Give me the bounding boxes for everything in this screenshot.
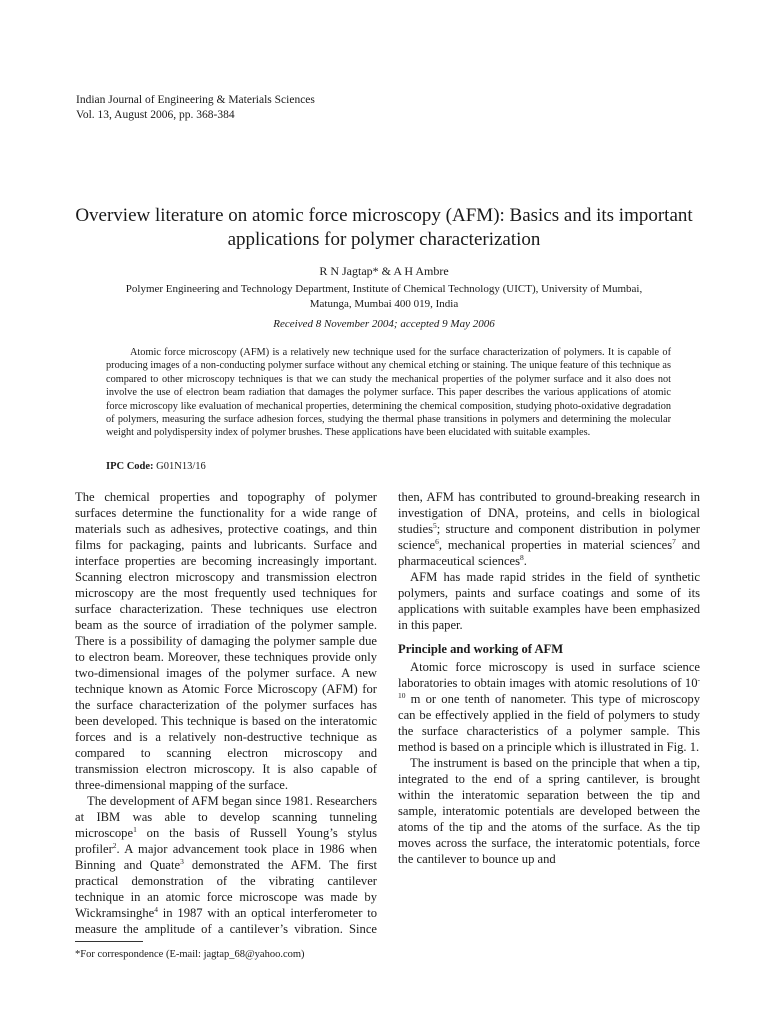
section-heading-principle: Principle and working of AFM bbox=[398, 642, 564, 656]
history-text-d: demonstrated the AFM. The first practical demonstration of the vibrating cantilever technique in an atomic force microscope was made by Wickramsinghe bbox=[75, 858, 377, 920]
paragraph-history-continued bbox=[398, 489, 700, 569]
citation-2: 2 bbox=[112, 840, 117, 850]
citation-6: 6 bbox=[435, 536, 439, 546]
citation-4: 4 bbox=[154, 904, 158, 914]
journal-header bbox=[76, 93, 315, 123]
history-text-a: The development of AFM began since 1981. Researchers at IBM was able to develop scanning tunneling microscope bbox=[75, 794, 377, 840]
title-line-1: Overview literature on atomic force microscopy (AFM): Basics and its important bbox=[75, 205, 693, 226]
footnote-rule bbox=[75, 941, 143, 942]
paragraph-afm-strides: AFM has made rapid strides in the field of synthetic polymers, paints and surface coatings and some of its applications with suitable examples have been emphasized in this paper. bbox=[398, 570, 700, 632]
abstract: Atomic force microscopy (AFM) is a relatively new technique used for the surface characterization of polymers. It is capable of producing images of a non-conducting polymer surface without any chemical etching or staining. The unique feature of this technique as compared to other microscopy techniques is that we can study the mechanical properties of the polymer surface and it also does not involve the use of electron beam radiation that damages the polymer surface. This paper describes the various applications of atomic force microscopy like evaluation of mechanical properties, determining the chemical composition, studying photo-oxidative degradation of polymers, measuring the surface adhesion forces, studying the thermal phase transitions in polymers and determining the molecular weight and polydispersity index of polymer brushes. These applications have been elucidated with suitable examples. bbox=[106, 347, 671, 439]
title-line-2: applications for polymer characterization bbox=[227, 229, 541, 250]
body-column-left bbox=[75, 489, 377, 937]
history-text-i-cont: . bbox=[523, 554, 527, 568]
paragraph-intro: The chemical properties and topography of polymer surfaces determine the functionality for a wide range of materials such as adhesives, protective coatings, and thin films for packaging, paints and lubricants. Surface and interface properties are becoming increasingly important. Scanning electron microscopy and transmission electron microscopy are the most frequently used techniques for surface characterization. These techniques use electron beam as the source of irradiation of the polymer sample. There is a possibility of damaging the polymer sample due to electron beam. Moreover, these techniques provide only two-dimensional images of the polymer surface. A new technique known as Atomic Force Microscopy (AFM) for the surface characterization of the polymer surfaces has been developed. This technique is based on the interatomic forces and is a relatively non-destructive technique as compared to scanning electron microscopy and transmission electron microscopy. It is also capable of three-dimensional mapping of the surface. bbox=[75, 490, 377, 792]
footnote: *For correspondence (E-mail: jagtap_68@yahoo.com) bbox=[75, 949, 305, 960]
received-dates: Received 8 November 2004; accepted 9 May 2006 bbox=[273, 318, 495, 330]
exponent: -10 bbox=[398, 674, 700, 700]
ipc-value: G01N13/16 bbox=[156, 461, 206, 472]
citation-5: 5 bbox=[432, 520, 437, 530]
ipc-code bbox=[106, 461, 206, 472]
body-column-right bbox=[398, 489, 700, 867]
citation-3: 3 bbox=[180, 856, 184, 866]
history-text-h-cont: and pharmaceutical sciences bbox=[398, 538, 700, 568]
paragraph-afm-principle: Atomic force microscopy is used in surface science laboratories to obtain images with atomic resolutions of $10^{-10}$ m or one tenth of nanometer. This type of microscopy can be effectively applied in the field of polymers to study the surface characteristics of a polymer sample. This method is based on a principle which is illustrated in Fig. 1. bbox=[398, 660, 700, 754]
authors: R N Jagtap* & A H Ambre bbox=[319, 264, 449, 278]
history-text-e-cont: then, AFM has contributed to ground-breaking research in investigation of DNA, proteins, and cells in biological studies bbox=[398, 490, 700, 536]
affiliation bbox=[100, 282, 668, 312]
history-text-e: in 1987 with an optical interferometer to measure the amplitude of a cantilever’s vibration. Since bbox=[75, 906, 377, 936]
paragraph-history bbox=[75, 793, 377, 937]
affiliation-line-2: Matunga, Mumbai 400 019, India bbox=[309, 298, 459, 310]
history-text-g-cont: , mechanical properties in material sciences bbox=[438, 538, 673, 552]
history-text-c: . A major advancement took place in 1986 when Binning and Quate bbox=[75, 842, 377, 872]
citation-1: 1 bbox=[133, 824, 137, 834]
journal-name: Indian Journal of Engineering & Materials Sciences bbox=[76, 94, 315, 106]
ipc-label: IPC Code: bbox=[106, 461, 154, 472]
citation-8: 8 bbox=[520, 552, 524, 562]
journal-issue: Vol. 13, August 2006, pp. 368-384 bbox=[76, 109, 235, 121]
history-text-f-cont: ; structure and component distribution in polymer science bbox=[398, 522, 700, 552]
affiliation-line-1: Polymer Engineering and Technology Department, Institute of Chemical Technology (UICT), University of Mumbai, bbox=[125, 283, 643, 295]
history-text-b: on the basis of Russell Young’s stylus profiler bbox=[75, 826, 377, 856]
citation-7: 7 bbox=[672, 536, 676, 546]
paper-title bbox=[60, 204, 708, 252]
paragraph-instrument: The instrument is based on the principle that when a tip, integrated to the end of a spring cantilever, is brought within the interatomic separation between the tip and sample, interatomic potentials are developed between the atoms of the tip and the atoms of the surface. As the tip moves across the surface, the interatomic potentials, force the cantilever to bounce up and bbox=[398, 756, 700, 866]
